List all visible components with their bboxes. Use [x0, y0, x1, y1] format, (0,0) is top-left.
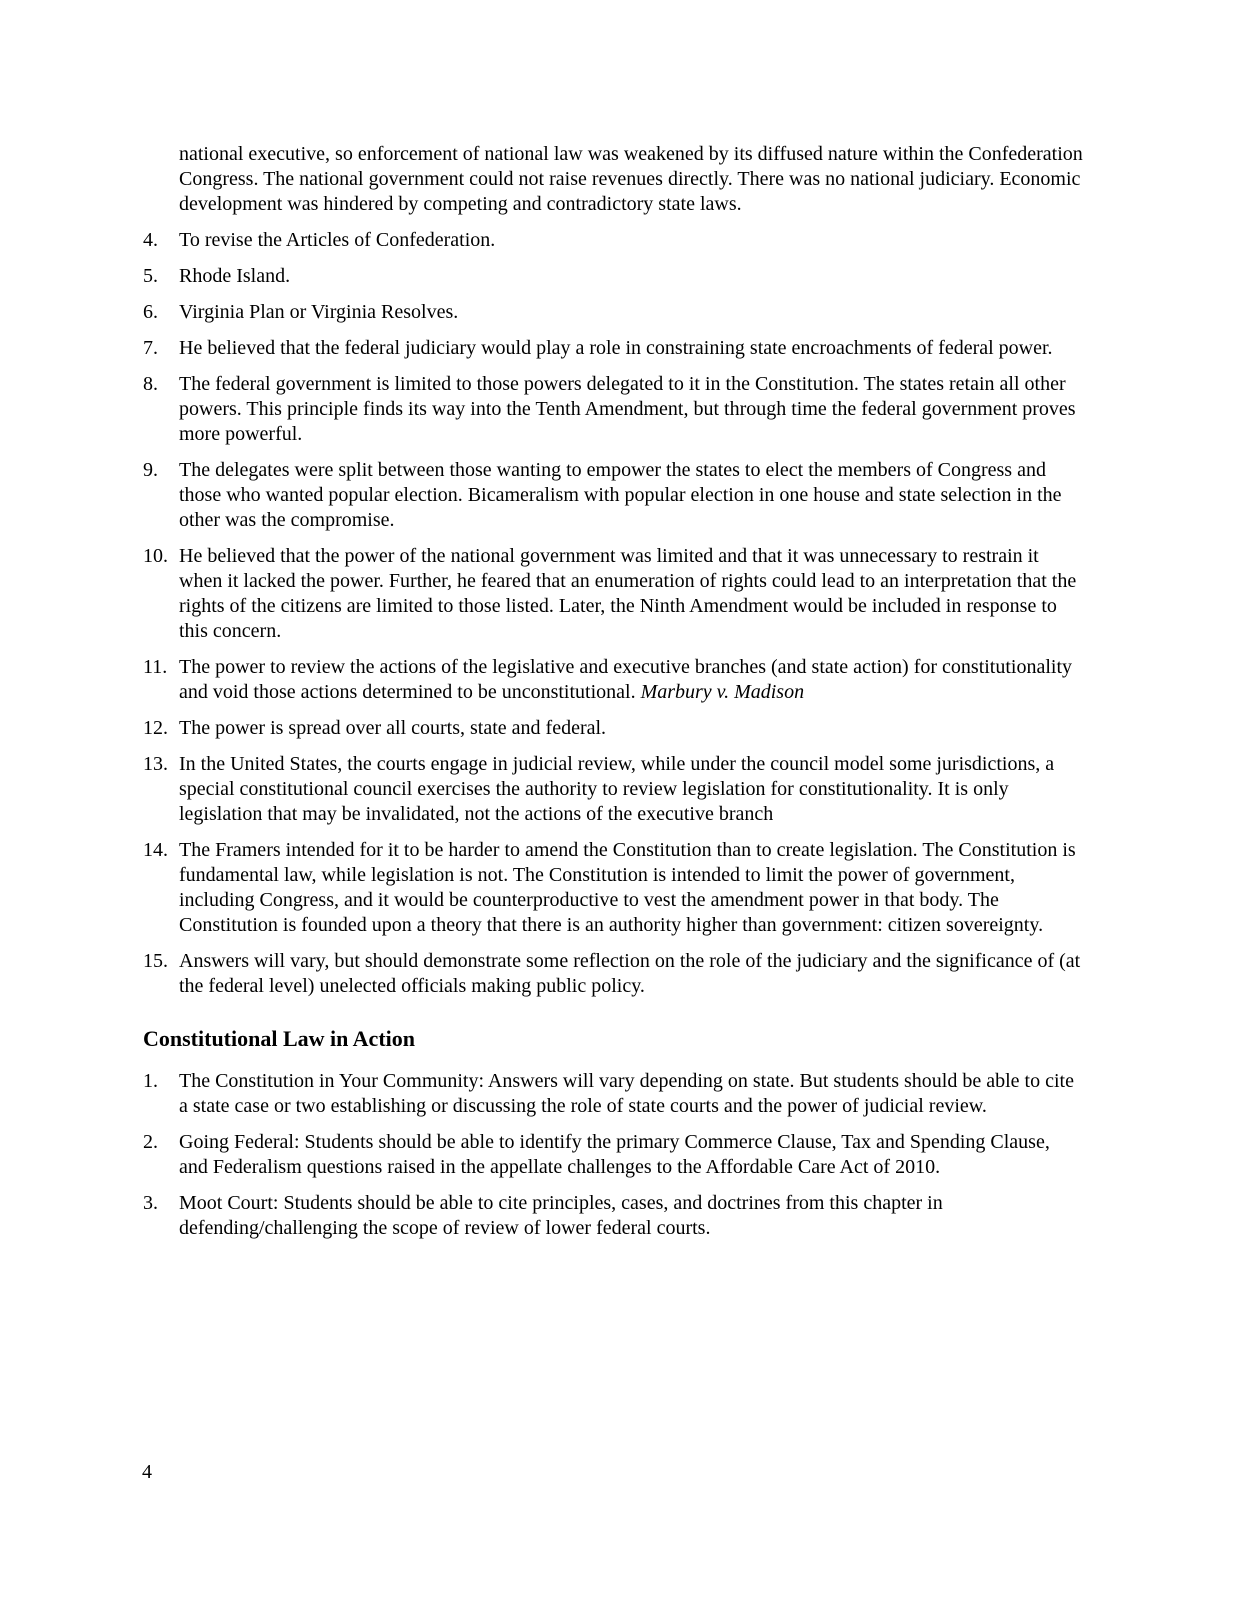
- list-item-number: 7.: [143, 337, 158, 359]
- list-item-text: The Constitution in Your Community: Answers will vary depending on state. But students should be able to cite a state case or two establishing or discussing the role of state courts and the power of judicial review.: [179, 1070, 1074, 1117]
- case-citation: Marbury v. Madison: [640, 681, 805, 703]
- page-content: [143, 142, 1083, 1252]
- list-item-number: 14.: [143, 839, 168, 861]
- list-item: [143, 458, 1083, 533]
- list-item: [143, 949, 1083, 999]
- list-item-number: 5.: [143, 265, 158, 287]
- list-item-number: 4.: [143, 229, 158, 251]
- list-item-text: Moot Court: Students should be able to cite principles, cases, and doctrines from this chapter in defending/challenging the scope of review of lower federal courts.: [179, 1192, 943, 1239]
- list-item: [143, 838, 1083, 938]
- list-item-number: 10.: [143, 545, 168, 567]
- continued-answer-text: national executive, so enforcement of national law was weakened by its diffused nature within the Confederation Congress. The national government could not raise revenues directly. There was no national judiciary. Economic development was hindered by competing and contradictory state laws.: [179, 143, 1083, 215]
- list-item-text: To revise the Articles of Confederation.: [179, 229, 496, 251]
- list-item-number: 13.: [143, 753, 168, 775]
- list-item-text: Answers will vary, but should demonstrate some reflection on the role of the judiciary and the significance of (at the federal level) unelected officials making public policy.: [179, 950, 1081, 997]
- list-item-text: The power is spread over all courts, state and federal.: [179, 717, 607, 739]
- list-item: [143, 372, 1083, 447]
- answer-list: [143, 228, 1083, 999]
- list-item: [143, 264, 1083, 289]
- list-item-number: 11.: [143, 656, 168, 678]
- page-number: 4: [142, 1461, 152, 1483]
- list-item-number: 12.: [143, 717, 168, 739]
- list-item: [143, 1069, 1083, 1119]
- list-item-text: In the United States, the courts engage in judicial review, while under the council model some jurisdictions, a special constitutional council exercises the authority to review legislation for constitutionality. It is only legislation that may be invalidated, not the actions of the executive branch: [179, 753, 1055, 825]
- list-item-text: [179, 655, 1083, 705]
- list-item: [143, 1191, 1083, 1241]
- list-item-text: The delegates were split between those wanting to empower the states to elect the members of Congress and those who wanted popular election. Bicameralism with popular election in one house and state selection in the other was the compromise.: [179, 459, 1062, 531]
- list-item-text: He believed that the power of the national government was limited and that it was unnecessary to restrain it when it lacked the power. Further, he feared that an enumeration of rights could lead to an interpretation that the rights of the citizens are limited to those listed. Later, the Ninth Amendment would be included in response to this concern.: [179, 545, 1077, 642]
- list-item-text: The Framers intended for it to be harder to amend the Constitution than to create legislation. The Constitution is fundamental law, while legislation is not. The Constitution is intended to limit the power of government, including Congress, and it would be counterproductive to vest the amendment power in that body. The Constitution is founded upon a theory that there is an authority higher than government: citizen sovereignty.: [179, 839, 1076, 936]
- list-item-number: 6.: [143, 301, 158, 323]
- list-item: [143, 544, 1083, 644]
- action-list: [143, 1069, 1083, 1241]
- list-item-number: 2.: [143, 1131, 158, 1153]
- list-item-text: Rhode Island.: [179, 265, 291, 287]
- list-item: [143, 655, 1083, 705]
- list-item-text: Virginia Plan or Virginia Resolves.: [179, 301, 459, 323]
- list-item: [143, 228, 1083, 253]
- list-item-text: The federal government is limited to those powers delegated to it in the Constitution. The states retain all other powers. This principle finds its way into the Tenth Amendment, but through time the federal government proves more powerful.: [179, 373, 1076, 445]
- section-heading: Constitutional Law in Action: [143, 1026, 415, 1051]
- list-item-number: 9.: [143, 459, 158, 481]
- list-item-number: 3.: [143, 1192, 158, 1214]
- list-item-text: He believed that the federal judiciary would play a role in constraining state encroachments of federal power.: [179, 337, 1053, 359]
- list-item-body: The power to review the actions of the legislative and executive branches (and state action) for constitutionality and void those actions determined to be unconstitutional.: [179, 656, 1073, 703]
- list-item-text: Going Federal: Students should be able to identify the primary Commerce Clause, Tax and Spending Clause, and Federalism questions raised in the appellate challenges to the Affordable Care Act of 2010.: [179, 1131, 1050, 1178]
- list-item-number: 8.: [143, 373, 158, 395]
- list-item: [143, 1130, 1083, 1180]
- list-item: [143, 752, 1083, 827]
- list-item: [143, 300, 1083, 325]
- list-item: [143, 716, 1083, 741]
- list-item-number: 1.: [143, 1070, 158, 1092]
- list-item: [143, 336, 1083, 361]
- list-item-number: 15.: [143, 950, 168, 972]
